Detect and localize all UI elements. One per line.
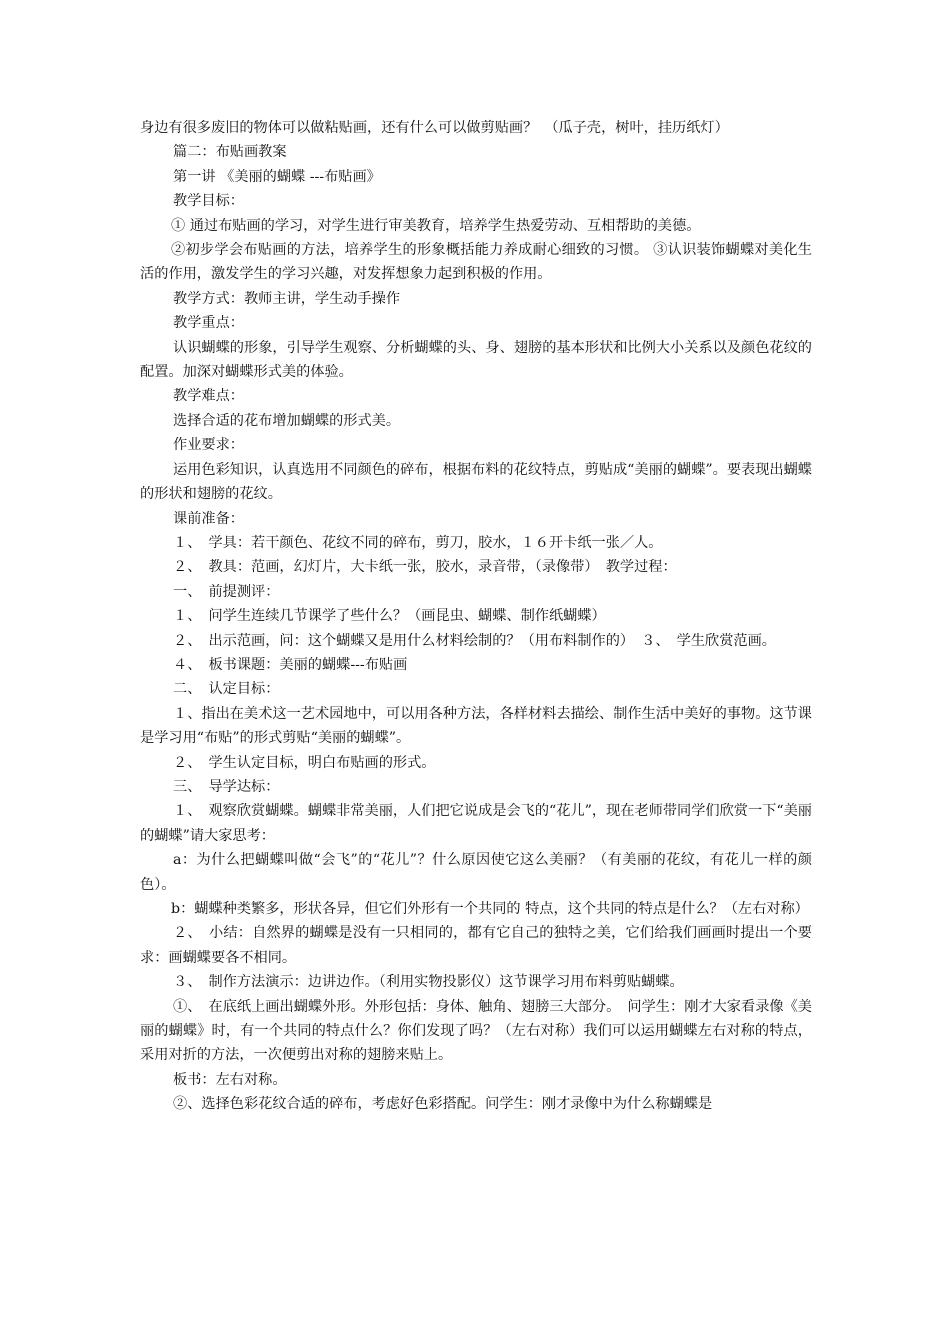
heading-pre-assessment: 一、 前提测评： (173, 583, 280, 600)
heading-teaching-goals: 教学目标： (173, 193, 244, 210)
paragraph-demonstration: ３、 制作方法演示：边讲边作。（利用实物投影仪）这节课学习用布料剪贴蝴蝶。 (173, 974, 684, 991)
paragraph-teaching-method: 教学方式：教师主讲，学生动手操作 (173, 290, 401, 307)
paragraph-pre-assessment-2: ２、 出示范画，问：这个蝴蝶又是用什么材料绘制的？（用布料制作的） ３、 学生欣赏范画。 (173, 632, 776, 649)
heading-set-goals: 二、 认定目标： (173, 681, 280, 698)
heading-homework: 作业要求： (173, 437, 244, 454)
paragraph-homework: 运用色彩知识，认真选用不同颜色的碎布，根据布料的花纹特点，剪贴成“美丽的蝴蝶”。要表现出蝴蝶的形状和翅膀的花纹。 (140, 461, 812, 503)
paragraph-lesson-title: 第一讲 《美丽的蝴蝶 ---布贴画》 (173, 168, 381, 185)
paragraph-set-goals-2: ２、 学生认定目标，明白布贴画的形式。 (173, 754, 436, 771)
paragraph-section-title: 篇二：布贴画教案 (173, 144, 287, 161)
paragraph-pre-assessment-4: ４、 板书课题：美丽的蝴蝶---布贴画 (173, 656, 408, 673)
paragraph-choose-fabric: ②、选择色彩花纹合适的碎布，考虑好色彩搭配。问学生：刚才录像中为什么称蝴蝶是 (173, 1096, 713, 1113)
paragraph-teacher-tools: ２、 教具：范画，幻灯片，大卡纸一张，胶水，录音带，（录像带） 教学过程： (173, 559, 677, 576)
paragraph-pre-assessment-1: １、 问学生连续几节课学了些什么？（画昆虫、蝴蝶、制作纸蝴蝶） (173, 608, 606, 625)
paragraph-question-b: b：蝴蝶种类繁多，形状各异，但它们外形有一个共同的 特点，这个共同的特点是什么？（左右对称） (171, 901, 809, 917)
heading-difficulties: 教学难点： (173, 388, 244, 405)
heading-key-points: 教学重点： (173, 315, 244, 332)
paragraph-summary: ２、 小结：自然界的蝴蝶是没有一只相同的，都有它自己的独特之美，它们给我们画画时提出一个要求：画蝴蝶要各不相同。 (140, 925, 812, 966)
paragraph-board-symmetry: 板书：左右对称。 (173, 1071, 287, 1088)
paragraph-goal-1: ① 通过布贴画的学习，对学生进行审美教育，培养学生热爱劳动、互相帮助的美德。 (171, 217, 701, 234)
paragraph-key-points: 认识蝴蝶的形象，引导学生观察、分析蝴蝶的头、身、翅膀的基本形状和比例大小关系以及颜色花纹的配置。加深对蝴蝶形式美的体验。 (140, 339, 812, 381)
paragraph-set-goals-1: １、指出在美术这一艺术园地中，可以用各种方法，各样材料去描绘、制作生活中美好的事物。这节课是学习用“布贴”的形式剪贴“美丽的蝴蝶”。 (140, 705, 812, 747)
paragraph-student-tools: １、 学具：若干颜色、花纹不同的碎布，剪刀，胶水，１６开卡纸一张／人。 (173, 534, 663, 551)
heading-guided-learning: 三、 导学达标： (173, 778, 280, 795)
paragraph-difficulties: 选择合适的花布增加蝴蝶的形式美。 (173, 412, 401, 429)
paragraph-materials-question: 身边有很多废旧的物体可以做粘贴画，还有什么可以做剪贴画？ （瓜子壳，树叶，挂历纸灯） (140, 120, 729, 136)
paragraph-question-a: a：为什么把蝴蝶叫做“会飞”的“花儿”？什么原因使它这么美丽？（有美丽的花纹，有花儿一样的颜色）。 (140, 852, 812, 893)
document-page (140, 116, 812, 1117)
paragraph-goal-2-3: ②初步学会布贴画的方法，培养学生的形象概括能力养成耐心细致的习惯。 ③认识装饰蝴蝶对美化生活的作用，激发学生的学习兴趣，对发挥想象力起到积极的作用。 (140, 242, 812, 283)
paragraph-observe-butterflies: １、 观察欣赏蝴蝶。蝴蝶非常美丽，人们把它说成是会飞的“花儿”，现在老师带同学们欣赏一下“美丽的蝴蝶”请大家思考： (140, 803, 812, 844)
paragraph-draw-outline: ①、 在底纸上画出蝴蝶外形。外形包括：身体、触角、翅膀三大部分。 问学生：刚才大家看录像《美丽的蝴蝶》时，有一个共同的特点什么？你们发现了吗？（左右对称）我们可以运用蝴蝶左右对称的特点，采用对折的方法，一次便剪出对称的翅膀来贴上。 (140, 998, 812, 1064)
heading-preparation: 课前准备： (173, 510, 244, 527)
